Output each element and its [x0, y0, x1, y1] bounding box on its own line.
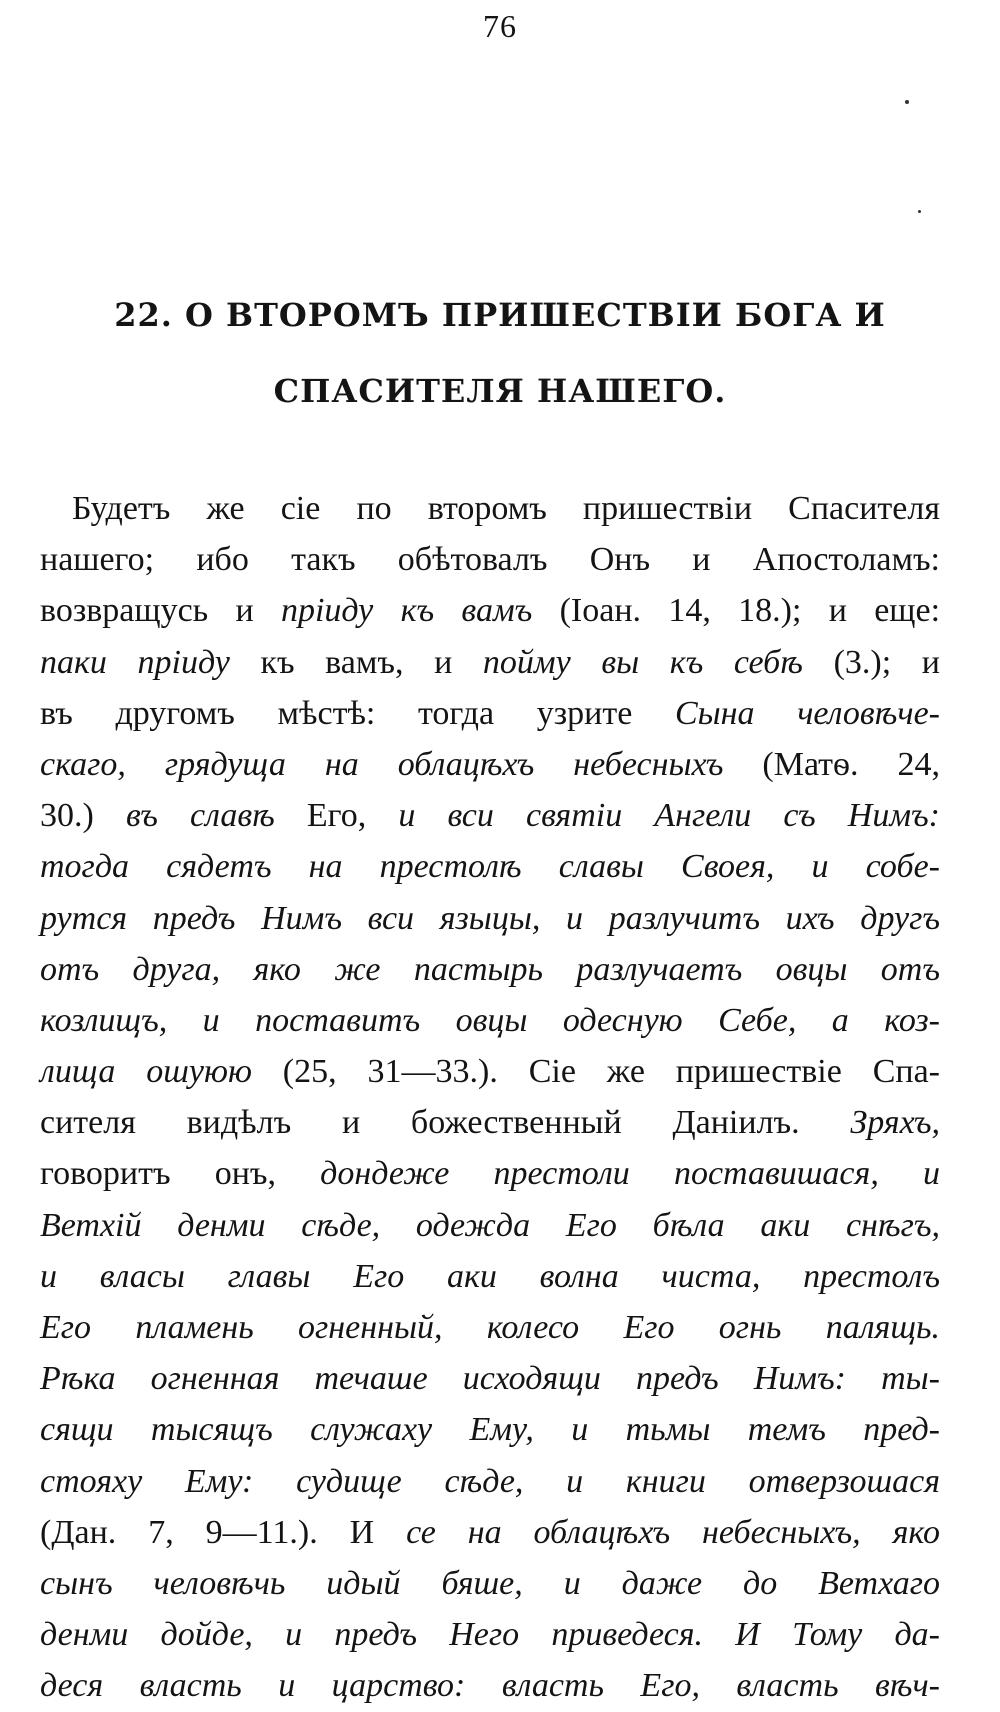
italic-text: се на облацѣхъ небесныхъ, яко [406, 1513, 940, 1551]
text-line [40, 534, 940, 585]
roman-text: Его, [274, 797, 399, 835]
italic-text: въ славѣ [125, 797, 275, 835]
text-line [40, 1353, 940, 1404]
roman-text: (Дан. 7, 9—11.). И [40, 1513, 407, 1551]
text-line [40, 841, 940, 892]
italic-text: и вси святіи Ангели съ Нимъ: [398, 797, 941, 835]
roman-text: (Матѳ. 24, [723, 745, 941, 783]
italic-text: паки пріиду [40, 643, 230, 681]
text-line [40, 995, 940, 1046]
text-line [40, 893, 940, 944]
italic-text: Рѣка огненная течаше исходящи предъ Нимъ: ты- [40, 1360, 940, 1398]
italic-text: пойму вы къ себѣ [482, 643, 803, 681]
text-line [40, 739, 940, 790]
text-line [40, 944, 940, 995]
text-line [40, 1609, 940, 1660]
text-line [40, 1200, 940, 1251]
italic-text: сынъ человѣчь идый бяше, и даже до Ветхаго [40, 1564, 940, 1602]
text-line [40, 1097, 940, 1148]
roman-text: Будетъ же сіе по второмъ пришествіи Спасителя [72, 490, 940, 527]
text-line [40, 1660, 940, 1711]
text-line [40, 483, 940, 534]
body-text [40, 483, 940, 1712]
text-line [40, 585, 940, 636]
text-line [40, 688, 940, 739]
italic-text: отъ друга, яко же пастырь разлучаетъ овцы отъ [40, 950, 940, 988]
italic-text: пріиду къ вамъ [280, 592, 533, 630]
roman-text: нашего; ибо такъ обѣтовалъ Онъ и Апостоламъ: [40, 541, 940, 579]
italic-text: лища ошуюю [40, 1053, 252, 1091]
roman-text: возвращусь и [40, 592, 281, 630]
italic-text: скаго, грядуща на облацѣхъ небесныхъ [40, 745, 724, 783]
italic-text: денми дойде, и предъ Него приведеся. И Тому да- [40, 1616, 940, 1654]
roman-text: говоритъ онъ, [40, 1155, 321, 1193]
roman-text: (25, 31—33.). Сіе же пришествіе Спа- [251, 1053, 940, 1091]
text-line [40, 1302, 940, 1353]
scan-speck [905, 100, 909, 104]
italic-text: и власы главы Его аки волна чиста, престолъ [40, 1257, 940, 1295]
page-number: 76 [483, 8, 517, 44]
text-line [40, 1507, 940, 1558]
italic-text: Ветхій денми сѣде, одежда Его бѣла аки снѣгъ, [40, 1206, 940, 1244]
italic-text: дондеже престоли поставишася, и [320, 1155, 940, 1193]
italic-text: деся власть и царство: власть Его, власть вѣч- [40, 1667, 940, 1705]
text-line [40, 1251, 940, 1302]
roman-text: въ другомъ мѣстѣ: тогда узрите [40, 694, 675, 732]
text-line [40, 637, 940, 688]
text-line [40, 1456, 940, 1507]
italic-text: Зряхъ, [850, 1104, 940, 1142]
scan-speck [918, 210, 921, 213]
text-line [40, 790, 940, 841]
italic-text: стояху Ему: судище сѣде, и книги отверзошася [40, 1462, 940, 1500]
roman-text: (3.); и [802, 643, 940, 681]
italic-text: Сына человѣче- [674, 694, 940, 732]
text-line [40, 1148, 940, 1199]
roman-text: сителя видѣлъ и божественный Даніилъ. [40, 1104, 851, 1142]
text-line [40, 1558, 940, 1609]
text-line [40, 1404, 940, 1455]
roman-text: къ вамъ, и [229, 643, 483, 681]
chapter-heading-line-2: СПАСИТЕЛЯ НАШЕГО. [273, 372, 727, 410]
chapter-heading-line-1: 22. О ВТОРОМЪ ПРИШЕСТВІИ БОГА И [114, 296, 886, 334]
italic-text: сящи тысящъ служаху Ему, и тьмы темъ пред- [40, 1411, 940, 1449]
italic-text: рутся предъ Нимъ вси языцы, и разлучитъ ихъ другъ [40, 899, 940, 937]
roman-text: 30.) [40, 797, 126, 835]
text-line [40, 1046, 940, 1097]
italic-text: тогда сядетъ на престолѣ славы Своея, и собе- [40, 848, 940, 886]
italic-text: Его пламень огненный, колесо Его огнь палящь. [40, 1309, 940, 1346]
roman-text: (Іоан. 14, 18.); и еще: [532, 592, 941, 630]
italic-text: козлищъ, и поставитъ овцы одесную Себе, а коз- [40, 1001, 940, 1039]
